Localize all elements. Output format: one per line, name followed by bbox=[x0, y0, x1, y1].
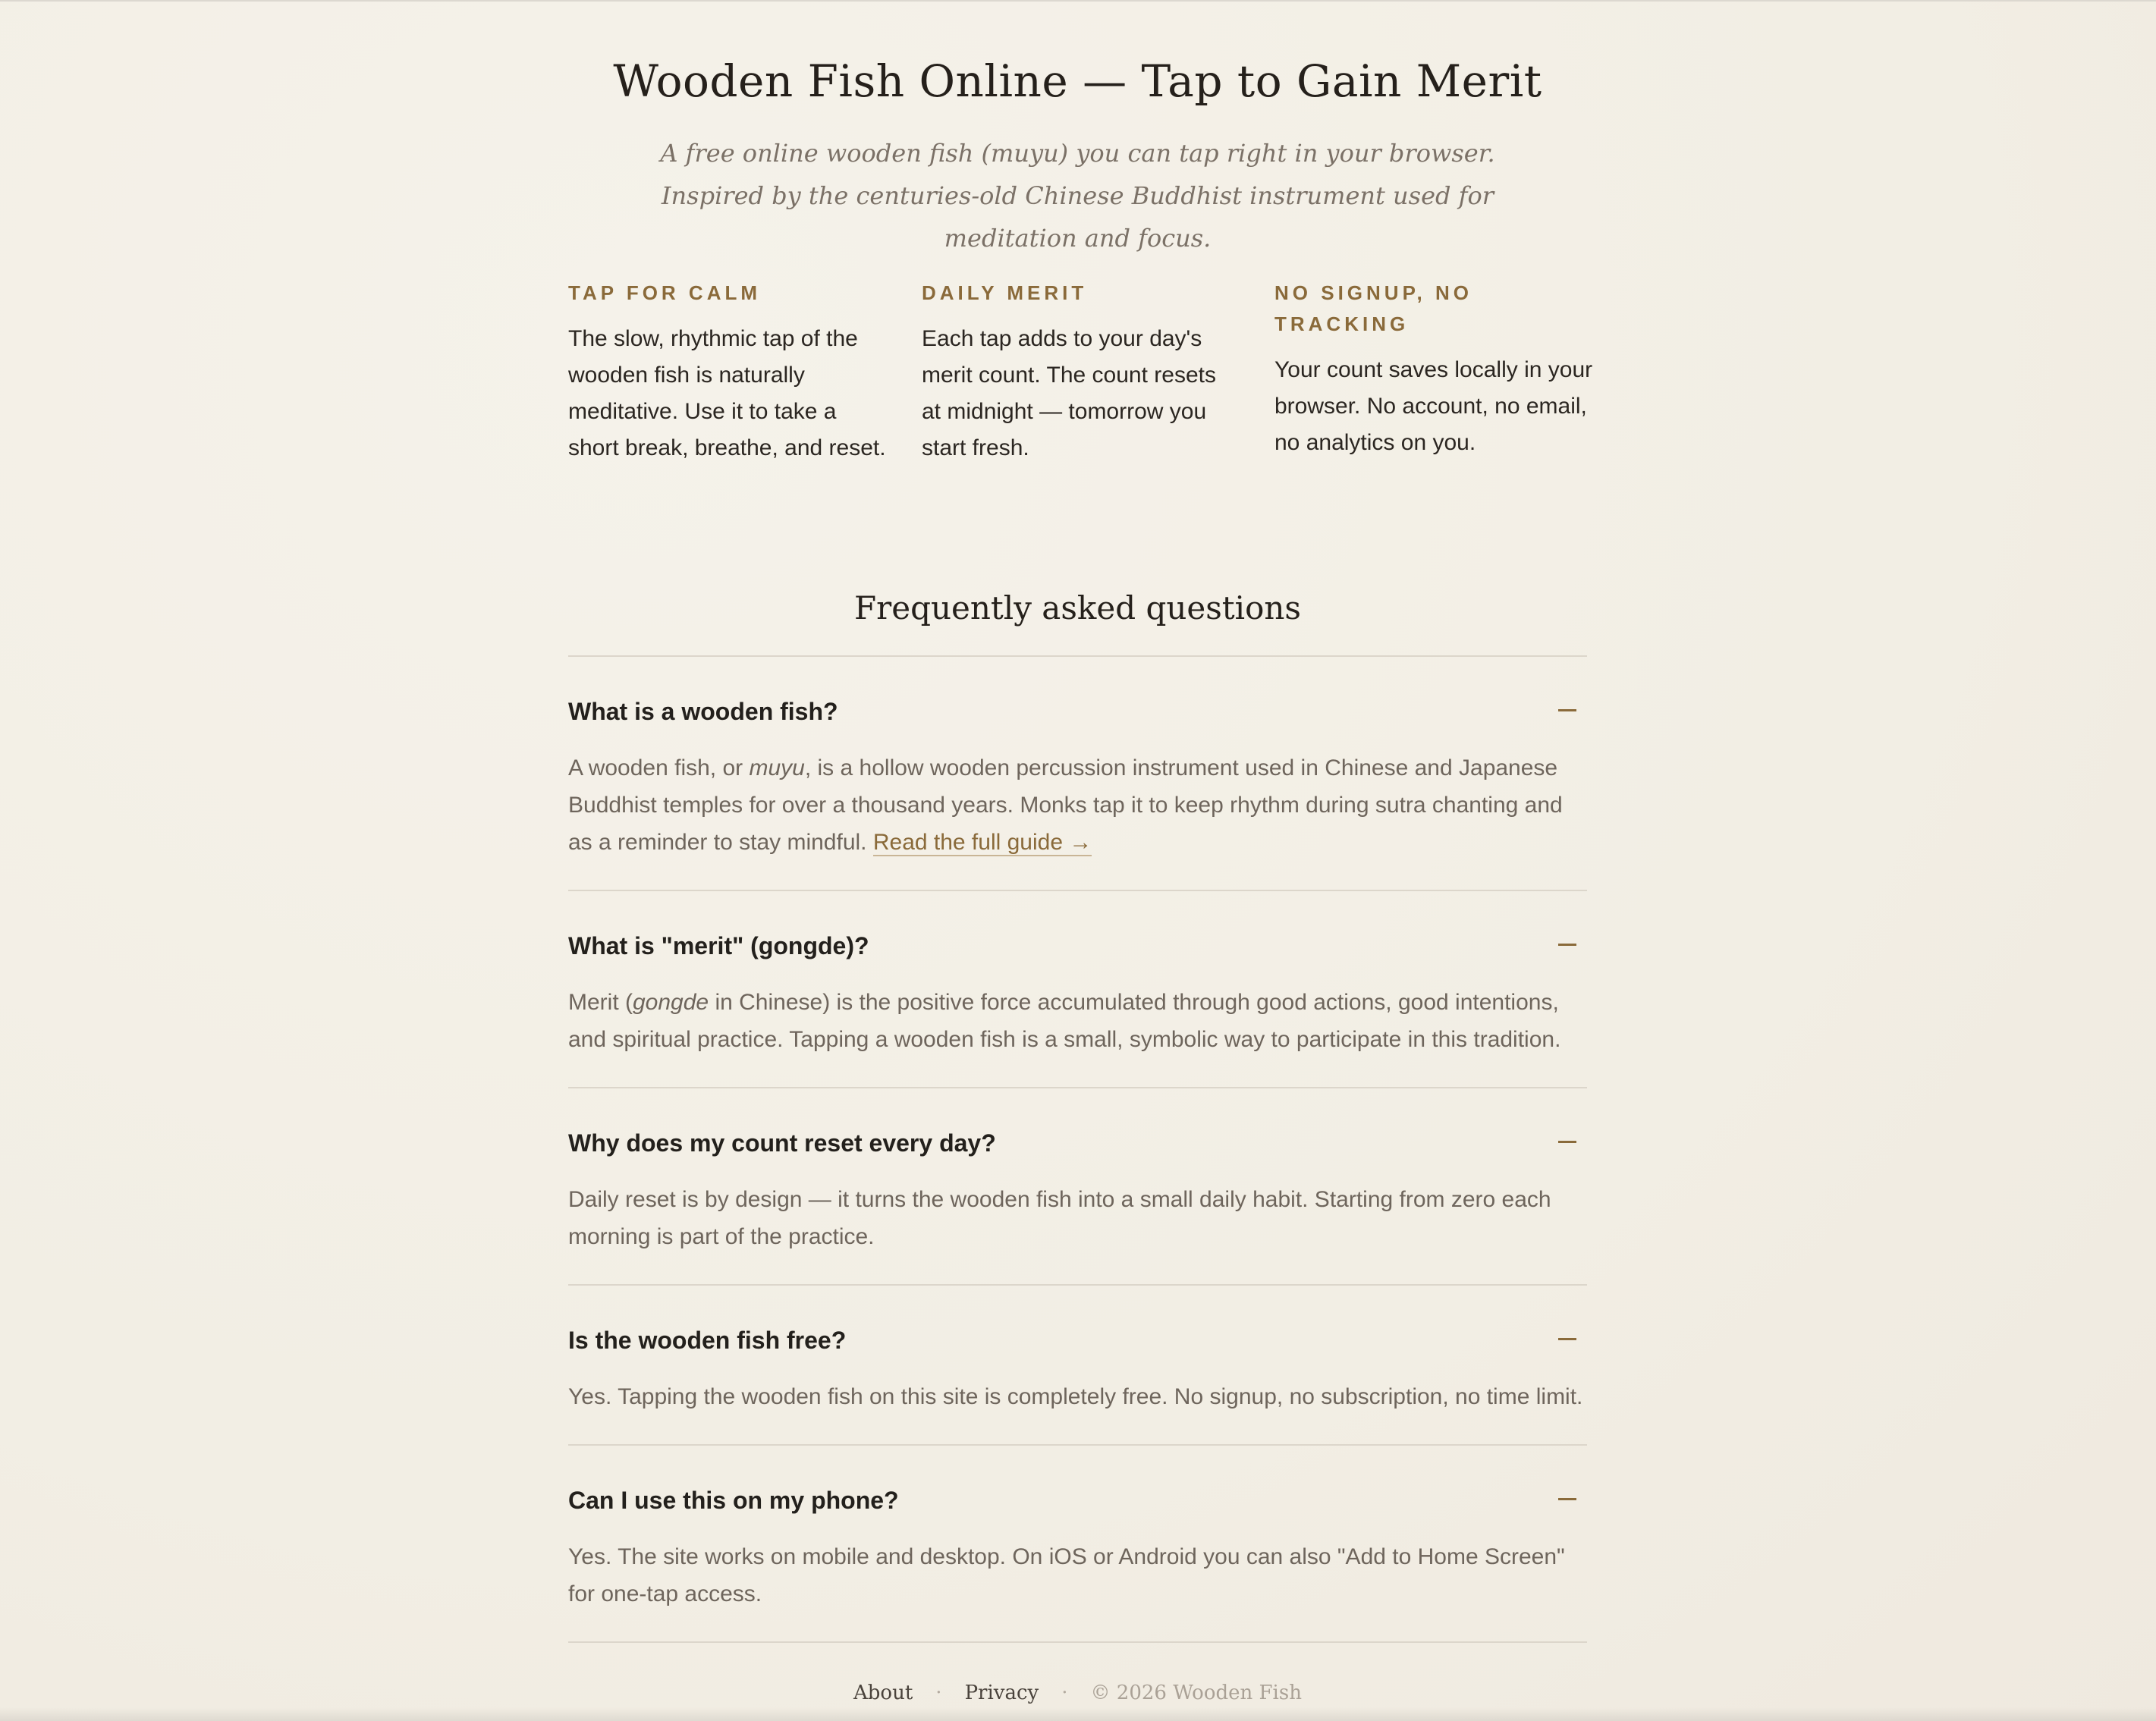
minus-icon[interactable] bbox=[1551, 1128, 1581, 1158]
faq-question: Is the wooden fish free? bbox=[568, 1327, 847, 1354]
faq-question-toggle[interactable] bbox=[568, 1128, 1587, 1158]
page-title: Wooden Fish Online — Tap to Gain Merit bbox=[613, 55, 1542, 107]
minus-icon[interactable] bbox=[1551, 1325, 1581, 1355]
page-subtitle: A free online wooden fish (muyu) you can tap right in your browser. Inspired by the centuries-old Chinese Buddhist instrument used for meditation and focus. bbox=[660, 139, 1495, 253]
faq-answer: Daily reset is by design — it turns the wooden fish into a small daily habit. Starting from zero each morning is part of the practice. bbox=[568, 1187, 1551, 1249]
answer-text: , is a hollow wooden percussion instrument used in Chinese and Japanese Buddhist temples for over a thousand years. Monks tap it to keep rhythm during sutra chanting and as a reminder to stay mindful. bbox=[568, 755, 1563, 855]
feature-text: The slow, rhythmic tap of the wooden fish is naturally meditative. Use it to take a short break, breathe, and reset. bbox=[568, 326, 886, 460]
faq-item bbox=[568, 657, 1587, 891]
faq-question: What is a wooden fish? bbox=[568, 698, 838, 725]
footer-privacy-link[interactable]: Privacy bbox=[964, 1682, 1039, 1704]
faq-question: Can I use this on my phone? bbox=[568, 1487, 899, 1514]
faq-item bbox=[568, 891, 1587, 1088]
faq-answer bbox=[568, 749, 1587, 861]
feature-text: Each tap adds to your day's merit count. The count resets at midnight — tomorrow you start fresh. bbox=[922, 326, 1216, 460]
faq-question: What is "merit" (gongde)? bbox=[568, 932, 869, 959]
footer bbox=[568, 1678, 1587, 1708]
minus-icon[interactable] bbox=[1551, 696, 1581, 727]
feature-heading: TAP FOR CALM bbox=[568, 281, 762, 304]
faq-question-toggle[interactable] bbox=[568, 1485, 1587, 1515]
feature-heading: DAILY MERIT bbox=[922, 281, 1088, 304]
faq-item bbox=[568, 1446, 1587, 1643]
answer-text: in Chinese) is the positive force accumulated through good actions, good intentions, and spiritual practice. Tapping a wooden fish is a small, symbolic way to participate in this tradition. bbox=[568, 990, 1561, 1052]
feature-heading: NO SIGNUP, NO TRACKING bbox=[1274, 281, 1473, 335]
faq-item bbox=[568, 1088, 1587, 1286]
faq-question-toggle[interactable] bbox=[568, 1325, 1587, 1355]
answer-emphasis: gongde bbox=[633, 990, 709, 1015]
faq-question-toggle[interactable] bbox=[568, 696, 1587, 727]
read-full-guide-link[interactable]: Read the full guide → bbox=[872, 830, 1092, 855]
faq-list bbox=[568, 655, 1587, 1643]
answer-text: A wooden fish, or bbox=[568, 755, 750, 780]
footer-separator: · bbox=[935, 1682, 942, 1704]
minus-icon[interactable] bbox=[1551, 1485, 1581, 1515]
footer-copyright: © 2026 Wooden Fish bbox=[1090, 1682, 1302, 1704]
faq-title: Frequently asked questions bbox=[854, 589, 1301, 627]
faq-question-toggle[interactable] bbox=[568, 931, 1587, 961]
footer-about-link[interactable]: About bbox=[853, 1682, 913, 1704]
top-border bbox=[0, 0, 2156, 2]
feature-text: Your count saves locally in your browser. No account, no email, no analytics on you. bbox=[1274, 357, 1593, 455]
answer-emphasis: muyu bbox=[749, 755, 805, 780]
bottom-shadow bbox=[0, 1707, 2156, 1721]
faq-answer: Yes. Tapping the wooden fish on this site is completely free. No signup, no subscription, no time limit. bbox=[568, 1384, 1583, 1409]
faq-question: Why does my count reset every day? bbox=[568, 1129, 996, 1157]
footer-separator: · bbox=[1061, 1682, 1068, 1704]
faq-item bbox=[568, 1286, 1587, 1446]
faq-answer bbox=[568, 984, 1587, 1058]
feature-tap-for-calm bbox=[568, 278, 887, 466]
minus-icon[interactable] bbox=[1551, 931, 1581, 961]
answer-text: Merit ( bbox=[568, 990, 633, 1015]
faq-answer: Yes. The site works on mobile and desktop. On iOS or Android you can also "Add to Home Screen" for one-tap access. bbox=[568, 1544, 1565, 1606]
feature-no-signup bbox=[1274, 278, 1593, 461]
feature-daily-merit bbox=[922, 278, 1240, 466]
